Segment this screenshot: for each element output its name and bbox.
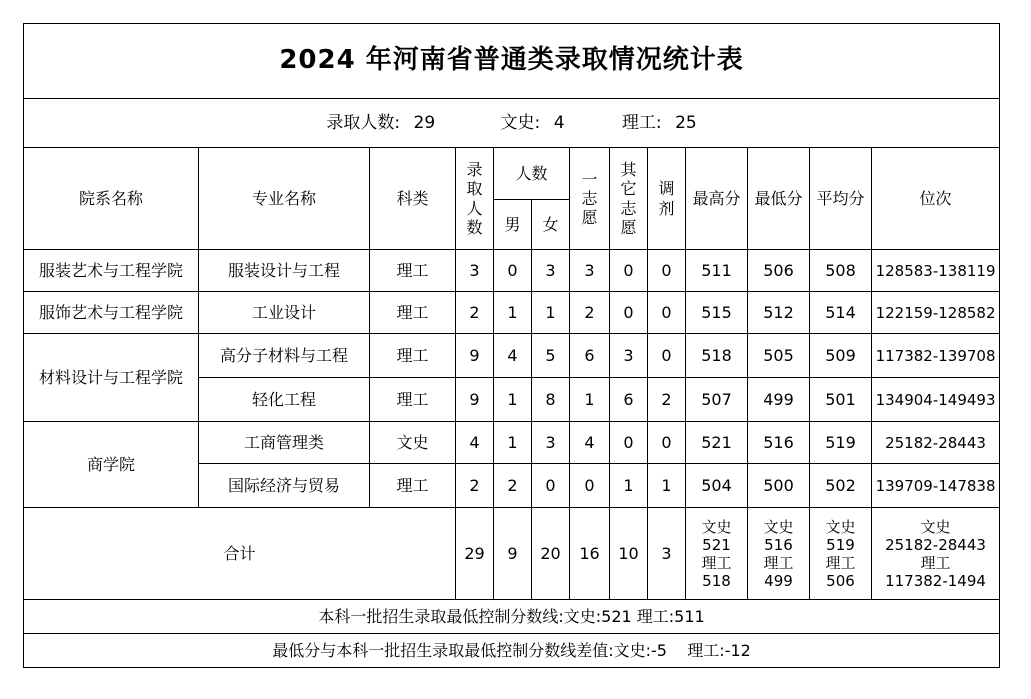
cell-min: 506 [748, 250, 810, 292]
cell-male: 1 [494, 378, 532, 422]
cell-male: 1 [494, 422, 532, 464]
cell-rank: 128583-138119 [872, 250, 1000, 292]
cell-other: 0 [610, 292, 648, 334]
total-other: 10 [610, 508, 648, 600]
cell-admitted: 2 [456, 464, 494, 508]
cell-adjusted: 1 [648, 464, 686, 508]
cell-rank: 25182-28443 [872, 422, 1000, 464]
cell-other: 1 [610, 464, 648, 508]
cell-first: 0 [570, 464, 610, 508]
cell-admitted: 9 [456, 378, 494, 422]
cell-avg: 501 [810, 378, 872, 422]
cell-male: 4 [494, 334, 532, 378]
total-rank: 文史 25182-28443 理工 117382-1494 [872, 508, 1000, 600]
cell-category: 理工 [370, 378, 456, 422]
total-first: 16 [570, 508, 610, 600]
cell-adjusted: 0 [648, 250, 686, 292]
cell-male: 1 [494, 292, 532, 334]
cell-major: 服装设计与工程 [199, 250, 370, 292]
cell-max: 507 [686, 378, 748, 422]
cell-category: 文史 [370, 422, 456, 464]
ligong-value: 25 [675, 112, 697, 133]
table-row [24, 250, 1000, 292]
cell-female: 3 [532, 250, 570, 292]
cell-female: 5 [532, 334, 570, 378]
total-adjusted: 3 [648, 508, 686, 600]
cell-category: 理工 [370, 334, 456, 378]
cell-first: 1 [570, 378, 610, 422]
header-major: 专业名称 [199, 148, 370, 250]
cell-admitted: 9 [456, 334, 494, 378]
cell-avg: 508 [810, 250, 872, 292]
cell-avg: 519 [810, 422, 872, 464]
cell-major: 轻化工程 [199, 378, 370, 422]
cell-max: 515 [686, 292, 748, 334]
difference-note: 最低分与本科一批招生录取最低控制分数线差值:文史:-5 理工:-12 [24, 634, 1000, 668]
cell-category: 理工 [370, 292, 456, 334]
cell-other: 3 [610, 334, 648, 378]
cell-max: 521 [686, 422, 748, 464]
cell-avg: 502 [810, 464, 872, 508]
cell-adjusted: 0 [648, 422, 686, 464]
cell-other: 0 [610, 422, 648, 464]
total-admitted: 29 [456, 508, 494, 600]
cell-male: 0 [494, 250, 532, 292]
admission-statistics-table [23, 23, 1000, 668]
wenshi-label: 文史: [500, 112, 541, 133]
total-avg: 文史 519 理工 506 [810, 508, 872, 600]
table-row [24, 422, 1000, 464]
cell-rank: 139709-147838 [872, 464, 1000, 508]
cell-major: 工商管理类 [199, 422, 370, 464]
control-line-note: 本科一批招生录取最低控制分数线:文史:521 理工:511 [24, 600, 1000, 634]
admission-summary [24, 99, 1000, 148]
total-min: 文史 516 理工 499 [748, 508, 810, 600]
total-male: 9 [494, 508, 532, 600]
total-max: 文史 521 理工 518 [686, 508, 748, 600]
cell-min: 512 [748, 292, 810, 334]
cell-max: 504 [686, 464, 748, 508]
cell-max: 518 [686, 334, 748, 378]
header-rank: 位次 [872, 148, 1000, 250]
header-college: 院系名称 [24, 148, 199, 250]
cell-female: 3 [532, 422, 570, 464]
header-min-score: 最低分 [748, 148, 810, 250]
cell-female: 8 [532, 378, 570, 422]
cell-adjusted: 0 [648, 334, 686, 378]
header-admitted: 录 取 人 数 [456, 148, 494, 250]
cell-rank: 117382-139708 [872, 334, 1000, 378]
cell-male: 2 [494, 464, 532, 508]
table-title: 2024 年河南省普通类录取情况统计表 [24, 24, 1000, 99]
header-female: 女 [532, 200, 570, 250]
header-people: 人数 [494, 148, 570, 200]
cell-min: 500 [748, 464, 810, 508]
total-admitted-label: 录取人数: [326, 112, 401, 133]
cell-min: 499 [748, 378, 810, 422]
cell-min: 505 [748, 334, 810, 378]
cell-category: 理工 [370, 464, 456, 508]
table-row [24, 334, 1000, 378]
cell-college: 材料设计与工程学院 [24, 334, 199, 422]
cell-min: 516 [748, 422, 810, 464]
cell-rank: 134904-149493 [872, 378, 1000, 422]
total-admitted-value: 29 [413, 112, 436, 133]
cell-adjusted: 0 [648, 292, 686, 334]
header-max-score: 最高分 [686, 148, 748, 250]
header-avg-score: 平均分 [810, 148, 872, 250]
table-row [24, 292, 1000, 334]
total-female: 20 [532, 508, 570, 600]
cell-avg: 514 [810, 292, 872, 334]
cell-admitted: 4 [456, 422, 494, 464]
wenshi-value: 4 [553, 112, 565, 133]
cell-first: 3 [570, 250, 610, 292]
header-other-choice: 其 它 志 愿 [610, 148, 648, 250]
cell-college: 服装艺术与工程学院 [24, 250, 199, 292]
cell-admitted: 2 [456, 292, 494, 334]
cell-first: 4 [570, 422, 610, 464]
cell-college: 商学院 [24, 422, 199, 508]
cell-other: 0 [610, 250, 648, 292]
cell-max: 511 [686, 250, 748, 292]
cell-category: 理工 [370, 250, 456, 292]
total-row [24, 508, 1000, 600]
cell-first: 6 [570, 334, 610, 378]
cell-female: 0 [532, 464, 570, 508]
cell-admitted: 3 [456, 250, 494, 292]
header-adjusted: 调 剂 [648, 148, 686, 250]
ligong-label: 理工: [621, 112, 662, 133]
cell-female: 1 [532, 292, 570, 334]
cell-avg: 509 [810, 334, 872, 378]
total-label: 合计 [24, 508, 456, 600]
cell-college: 服饰艺术与工程学院 [24, 292, 199, 334]
cell-major: 国际经济与贸易 [199, 464, 370, 508]
cell-major: 工业设计 [199, 292, 370, 334]
cell-rank: 122159-128582 [872, 292, 1000, 334]
cell-first: 2 [570, 292, 610, 334]
header-category: 科类 [370, 148, 456, 250]
header-male: 男 [494, 200, 532, 250]
header-first-choice: 一 志 愿 [570, 148, 610, 250]
cell-major: 高分子材料与工程 [199, 334, 370, 378]
cell-other: 6 [610, 378, 648, 422]
cell-adjusted: 2 [648, 378, 686, 422]
